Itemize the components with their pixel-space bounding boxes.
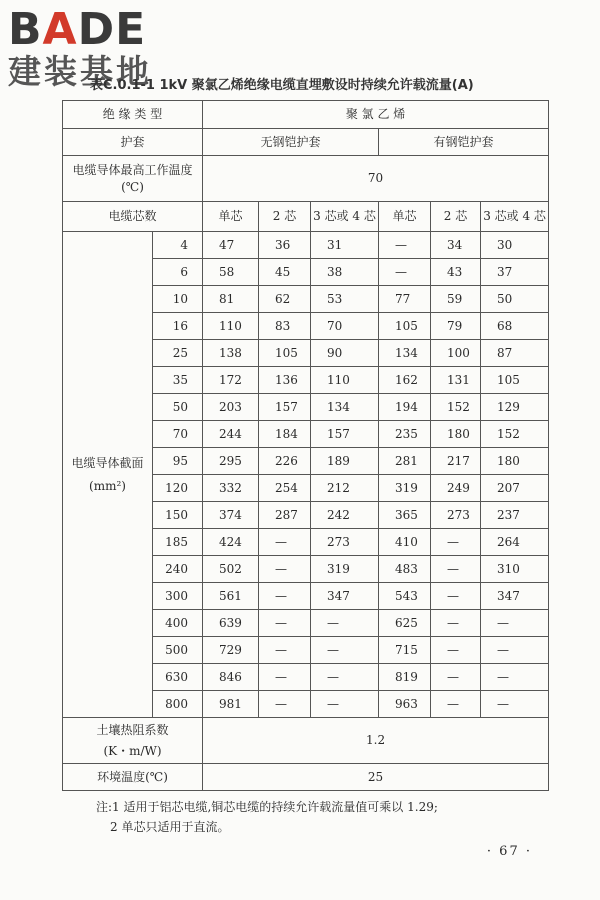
ampacity-cell: 162 — [379, 367, 431, 394]
ampacity-cell: 235 — [379, 421, 431, 448]
section-label — [63, 232, 153, 718]
ampacity-cell: 43 — [431, 259, 481, 286]
insulation-value: 聚 氯 乙 烯 — [203, 101, 549, 129]
ampacity-cell: 287 — [259, 502, 311, 529]
core-header: 3 芯或 4 芯 — [311, 202, 379, 232]
section-size-cell: 400 — [153, 610, 203, 637]
ampacity-cell: 212 — [311, 475, 379, 502]
ampacity-cell: 59 — [431, 286, 481, 313]
ampacity-cell: 37 — [481, 259, 549, 286]
ampacity-cell: — — [431, 583, 481, 610]
section-size-cell: 6 — [153, 259, 203, 286]
ampacity-cell: 34 — [431, 232, 481, 259]
ampacity-cell: 543 — [379, 583, 431, 610]
section-size-cell: 16 — [153, 313, 203, 340]
ampacity-cell: 424 — [203, 529, 259, 556]
ampacity-cell: — — [259, 556, 311, 583]
ampacity-cell: — — [431, 556, 481, 583]
ampacity-cell: 83 — [259, 313, 311, 340]
ampacity-cell: 47 — [203, 232, 259, 259]
ampacity-cell: 264 — [481, 529, 549, 556]
table-caption: 表C.0.1-1 1kV 聚氯乙烯绝缘电缆直埋敷设时持续允许载流量(A) — [90, 78, 474, 93]
note-1: 注:1 适用于铝芯电缆,铜芯电缆的持续允许载流量值可乘以 1.29; — [96, 800, 438, 814]
ampacity-cell: 281 — [379, 448, 431, 475]
temperature-row — [63, 156, 549, 202]
section-size-cell: 4 — [153, 232, 203, 259]
ampacity-cell: — — [431, 610, 481, 637]
ampacity-cell: 77 — [379, 286, 431, 313]
note-2: 2 单芯只适用于直流。 — [110, 820, 230, 834]
core-header: 3 芯或 4 芯 — [481, 202, 549, 232]
ampacity-cell: 217 — [431, 448, 481, 475]
section-size-cell: 630 — [153, 664, 203, 691]
ampacity-cell: 319 — [311, 556, 379, 583]
ampacity-cell: 36 — [259, 232, 311, 259]
ampacity-cell: — — [311, 610, 379, 637]
ampacity-cell: 70 — [311, 313, 379, 340]
ampacity-cell: 100 — [431, 340, 481, 367]
section-label-text: 电缆导体截面 — [71, 455, 144, 470]
section-size-cell: 120 — [153, 475, 203, 502]
ampacity-cell: 254 — [259, 475, 311, 502]
ampacity-cell: 332 — [203, 475, 259, 502]
ampacity-cell: 157 — [311, 421, 379, 448]
ampacity-cell: 410 — [379, 529, 431, 556]
ampacity-cell: 110 — [203, 313, 259, 340]
ampacity-cell: — — [259, 529, 311, 556]
ampacity-cell: 53 — [311, 286, 379, 313]
ampacity-cell: 30 — [481, 232, 549, 259]
ampacity-cell: 194 — [379, 394, 431, 421]
section-size-cell: 185 — [153, 529, 203, 556]
ampacity-cell: 105 — [481, 367, 549, 394]
ampacity-cell: 129 — [481, 394, 549, 421]
temperature-value: 70 — [203, 156, 549, 202]
section-size-cell: 35 — [153, 367, 203, 394]
section-size-cell: 240 — [153, 556, 203, 583]
ampacity-cell: 31 — [311, 232, 379, 259]
soil-unit: (K・m/W) — [103, 743, 162, 758]
section-size-cell: 500 — [153, 637, 203, 664]
ampacity-cell: 134 — [379, 340, 431, 367]
core-header: 单芯 — [379, 202, 431, 232]
ampacity-cell: 134 — [311, 394, 379, 421]
ampacity-cell: 981 — [203, 691, 259, 718]
ampacity-cell: — — [379, 259, 431, 286]
ampacity-cell: 45 — [259, 259, 311, 286]
cores-label: 电缆芯数 — [63, 202, 203, 232]
core-header: 单芯 — [203, 202, 259, 232]
ampacity-cell: 136 — [259, 367, 311, 394]
ampacity-cell: 38 — [311, 259, 379, 286]
ampacity-cell: 152 — [481, 421, 549, 448]
ampacity-cell: — — [259, 691, 311, 718]
cores-row — [63, 202, 549, 232]
ampacity-cell: — — [481, 691, 549, 718]
ampacity-cell: — — [259, 583, 311, 610]
core-header: 2 芯 — [431, 202, 481, 232]
insulation-label: 绝 缘 类 型 — [63, 101, 203, 129]
ampacity-cell: 180 — [481, 448, 549, 475]
ampacity-cell: 105 — [379, 313, 431, 340]
soil-value: 1.2 — [203, 718, 549, 764]
section-size-cell: 10 — [153, 286, 203, 313]
sheath-row — [63, 129, 549, 156]
core-header: 2 芯 — [259, 202, 311, 232]
ampacity-cell: — — [311, 664, 379, 691]
ampacity-cell: 249 — [431, 475, 481, 502]
ampacity-cell: 50 — [481, 286, 549, 313]
ampacity-cell: — — [431, 664, 481, 691]
ampacity-cell: 68 — [481, 313, 549, 340]
ampacity-cell: — — [259, 664, 311, 691]
ambient-value: 25 — [203, 764, 549, 791]
notes — [96, 797, 438, 837]
section-size-cell: 70 — [153, 421, 203, 448]
ambient-label: 环境温度(℃) — [63, 764, 203, 791]
ampacity-cell: 87 — [481, 340, 549, 367]
ambient-row — [63, 764, 549, 791]
ampacity-cell: 242 — [311, 502, 379, 529]
ampacity-cell: — — [481, 637, 549, 664]
ampacity-cell: 273 — [431, 502, 481, 529]
ampacity-cell: 189 — [311, 448, 379, 475]
section-size-cell: 25 — [153, 340, 203, 367]
ampacity-cell: 138 — [203, 340, 259, 367]
sheath-unarmored: 无钢铠护套 — [203, 129, 379, 156]
section-size-cell: 150 — [153, 502, 203, 529]
ampacity-cell: 347 — [311, 583, 379, 610]
logo-subtitle: 建装基地 — [8, 52, 152, 91]
ampacity-cell: — — [481, 610, 549, 637]
ampacity-cell: 180 — [431, 421, 481, 448]
ampacity-cell: 244 — [203, 421, 259, 448]
ampacity-cell: 131 — [431, 367, 481, 394]
logo-brand: BADE — [8, 4, 147, 55]
ampacity-cell: 483 — [379, 556, 431, 583]
ampacity-cell: 374 — [203, 502, 259, 529]
ampacity-cell: 963 — [379, 691, 431, 718]
section-size-cell: 95 — [153, 448, 203, 475]
ampacity-cell: 81 — [203, 286, 259, 313]
ampacity-cell: — — [259, 637, 311, 664]
ampacity-cell: 110 — [311, 367, 379, 394]
page-number: · 67 · — [486, 844, 532, 859]
table-row — [63, 232, 549, 259]
ampacity-cell: 319 — [379, 475, 431, 502]
ampacity-cell: 58 — [203, 259, 259, 286]
ampacity-cell: 203 — [203, 394, 259, 421]
sheath-label: 护套 — [63, 129, 203, 156]
sheath-armored: 有钢铠护套 — [379, 129, 549, 156]
ampacity-cell: — — [311, 637, 379, 664]
section-size-cell: 50 — [153, 394, 203, 421]
ampacity-cell: 172 — [203, 367, 259, 394]
soil-label-text: 土壤热阻系数 — [96, 722, 169, 737]
ampacity-cell: 207 — [481, 475, 549, 502]
insulation-row — [63, 101, 549, 129]
ampacity-cell: — — [431, 637, 481, 664]
ampacity-cell: 625 — [379, 610, 431, 637]
soil-label — [63, 718, 203, 764]
ampacity-cell: 105 — [259, 340, 311, 367]
ampacity-cell: 152 — [431, 394, 481, 421]
ampacity-cell: 184 — [259, 421, 311, 448]
ampacity-cell: 310 — [481, 556, 549, 583]
ampacity-cell: — — [431, 691, 481, 718]
ampacity-cell: 819 — [379, 664, 431, 691]
ampacity-cell: 365 — [379, 502, 431, 529]
ampacity-cell: — — [379, 232, 431, 259]
section-unit: (mm²) — [89, 478, 126, 493]
temperature-label: 电缆导体最高工作温度(℃) — [63, 156, 203, 202]
ampacity-table — [62, 100, 549, 791]
ampacity-cell: 561 — [203, 583, 259, 610]
ampacity-cell: 502 — [203, 556, 259, 583]
ampacity-cell: — — [311, 691, 379, 718]
ampacity-cell: 273 — [311, 529, 379, 556]
ampacity-cell: 295 — [203, 448, 259, 475]
ampacity-cell: 62 — [259, 286, 311, 313]
ampacity-cell: 226 — [259, 448, 311, 475]
section-size-cell: 800 — [153, 691, 203, 718]
ampacity-cell: 715 — [379, 637, 431, 664]
ampacity-cell: 157 — [259, 394, 311, 421]
ampacity-cell: 347 — [481, 583, 549, 610]
ampacity-cell: 90 — [311, 340, 379, 367]
soil-row — [63, 718, 549, 764]
ampacity-cell: 639 — [203, 610, 259, 637]
ampacity-cell: — — [481, 664, 549, 691]
ampacity-cell: 237 — [481, 502, 549, 529]
ampacity-cell: 846 — [203, 664, 259, 691]
ampacity-cell: — — [431, 529, 481, 556]
ampacity-cell: 79 — [431, 313, 481, 340]
section-size-cell: 300 — [153, 583, 203, 610]
ampacity-cell: — — [259, 610, 311, 637]
ampacity-cell: 729 — [203, 637, 259, 664]
